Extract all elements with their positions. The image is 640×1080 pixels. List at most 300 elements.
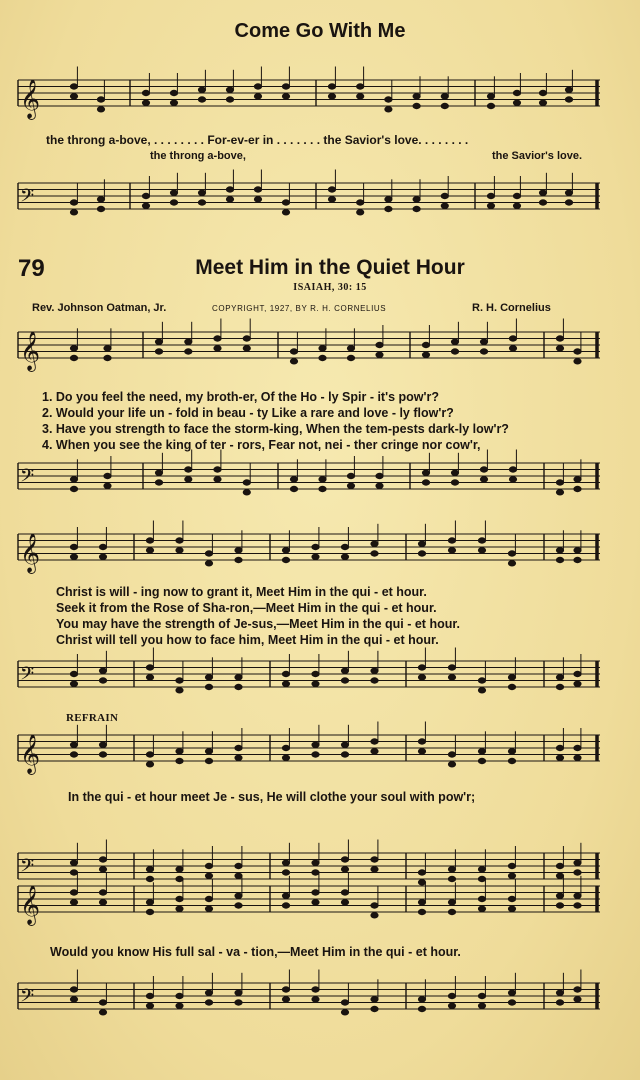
note-head bbox=[235, 903, 242, 908]
note-head bbox=[341, 900, 348, 905]
note-head bbox=[509, 467, 516, 472]
note-head bbox=[539, 100, 546, 105]
note-head bbox=[155, 470, 162, 475]
note-head bbox=[176, 749, 183, 754]
verse-2-line-1: 2. Would your life un - fold in beau - ty Like a rare and love - ly flow'r? bbox=[42, 406, 454, 420]
note-head bbox=[254, 187, 261, 192]
note-head bbox=[418, 541, 425, 546]
note-head bbox=[243, 346, 250, 351]
note-head bbox=[70, 554, 77, 559]
note-head bbox=[146, 909, 153, 914]
note-head bbox=[198, 200, 205, 205]
note-head bbox=[290, 359, 297, 364]
note-head bbox=[70, 870, 77, 875]
note-head bbox=[478, 993, 485, 998]
note-head bbox=[347, 483, 354, 488]
note-head bbox=[235, 873, 242, 878]
note-head bbox=[146, 993, 153, 998]
note-head bbox=[508, 906, 515, 911]
note-head bbox=[214, 477, 221, 482]
note-head bbox=[312, 987, 319, 992]
note-head bbox=[243, 480, 250, 485]
note-head bbox=[312, 681, 319, 686]
note-head bbox=[556, 893, 563, 898]
note-head bbox=[176, 678, 183, 683]
note-head bbox=[205, 684, 212, 689]
note-head bbox=[170, 190, 177, 195]
note-head bbox=[448, 675, 455, 680]
note-head bbox=[282, 870, 289, 875]
note-head bbox=[235, 675, 242, 680]
note-head bbox=[574, 557, 581, 562]
scripture-reference bbox=[0, 282, 640, 293]
note-head bbox=[418, 880, 425, 885]
note-head bbox=[480, 339, 487, 344]
note-head bbox=[556, 755, 563, 760]
note-head bbox=[70, 900, 77, 905]
note-head bbox=[226, 197, 233, 202]
note-head bbox=[235, 1000, 242, 1005]
note-head bbox=[70, 671, 77, 676]
note-head bbox=[146, 752, 153, 757]
lyricist: Rev. Johnson Oatman, Jr. bbox=[32, 302, 167, 314]
bass-clef-icon: 𝄢 bbox=[20, 856, 35, 881]
note-head bbox=[176, 896, 183, 901]
note-head bbox=[385, 97, 392, 102]
note-head bbox=[574, 903, 581, 908]
note-head bbox=[448, 762, 455, 767]
note-head bbox=[155, 480, 162, 485]
note-head bbox=[170, 200, 177, 205]
note-head bbox=[205, 896, 212, 901]
note-head bbox=[480, 477, 487, 482]
note-head bbox=[413, 94, 420, 99]
note-head bbox=[371, 749, 378, 754]
note-head bbox=[371, 541, 378, 546]
note-head bbox=[146, 548, 153, 553]
verse-2-line-2: Seek it from the Rose of Sha-ron,—Meet Him in the qui - et hour. bbox=[56, 601, 437, 615]
treble-clef-icon: 𝄞 bbox=[20, 885, 41, 925]
note-head bbox=[508, 863, 515, 868]
note-head bbox=[451, 470, 458, 475]
note-head bbox=[99, 867, 106, 872]
note-head bbox=[290, 486, 297, 491]
note-head bbox=[205, 1000, 212, 1005]
note-head bbox=[413, 197, 420, 202]
note-head bbox=[418, 1006, 425, 1011]
note-head bbox=[205, 675, 212, 680]
note-head bbox=[565, 200, 572, 205]
note-head bbox=[508, 896, 515, 901]
note-head bbox=[448, 548, 455, 553]
note-head bbox=[418, 997, 425, 1002]
note-head bbox=[282, 745, 289, 750]
note-head bbox=[371, 739, 378, 744]
note-head bbox=[282, 755, 289, 760]
note-head bbox=[282, 84, 289, 89]
note-head bbox=[341, 857, 348, 862]
note-head bbox=[282, 671, 289, 676]
note-head bbox=[357, 200, 364, 205]
note-head bbox=[508, 758, 515, 763]
note-head bbox=[312, 554, 319, 559]
note-head bbox=[418, 739, 425, 744]
note-head bbox=[235, 745, 242, 750]
note-head bbox=[176, 688, 183, 693]
note-head bbox=[574, 486, 581, 491]
note-head bbox=[341, 554, 348, 559]
note-head bbox=[480, 349, 487, 354]
note-head bbox=[422, 352, 429, 357]
note-head bbox=[146, 665, 153, 670]
note-head bbox=[312, 671, 319, 676]
note-head bbox=[235, 990, 242, 995]
note-head bbox=[214, 346, 221, 351]
note-head bbox=[205, 561, 212, 566]
note-head bbox=[574, 681, 581, 686]
note-head bbox=[70, 355, 77, 360]
note-head bbox=[487, 203, 494, 208]
note-head bbox=[418, 551, 425, 556]
note-head bbox=[508, 561, 515, 566]
note-head bbox=[478, 548, 485, 553]
note-head bbox=[441, 94, 448, 99]
note-head bbox=[448, 867, 455, 872]
note-head bbox=[418, 749, 425, 754]
note-head bbox=[478, 758, 485, 763]
note-head bbox=[556, 548, 563, 553]
note-head bbox=[70, 486, 77, 491]
note-head bbox=[341, 668, 348, 673]
note-head bbox=[170, 90, 177, 95]
note-head bbox=[312, 900, 319, 905]
note-head bbox=[99, 742, 106, 747]
note-head bbox=[448, 665, 455, 670]
note-head bbox=[155, 349, 162, 354]
note-head bbox=[254, 197, 261, 202]
note-head bbox=[448, 909, 455, 914]
note-head bbox=[509, 336, 516, 341]
note-head bbox=[341, 742, 348, 747]
note-head bbox=[385, 197, 392, 202]
note-head bbox=[508, 684, 515, 689]
note-head bbox=[418, 675, 425, 680]
note-head bbox=[312, 742, 319, 747]
note-head bbox=[451, 349, 458, 354]
note-head bbox=[282, 860, 289, 865]
note-head bbox=[556, 490, 563, 495]
note-head bbox=[451, 480, 458, 485]
note-head bbox=[104, 346, 111, 351]
note-head bbox=[371, 903, 378, 908]
note-head bbox=[341, 544, 348, 549]
note-head bbox=[70, 84, 77, 89]
note-head bbox=[371, 668, 378, 673]
note-head bbox=[97, 97, 104, 102]
note-head bbox=[205, 863, 212, 868]
note-head bbox=[290, 477, 297, 482]
note-head bbox=[565, 190, 572, 195]
note-head bbox=[205, 906, 212, 911]
top-hymn-lyric: the throng a-bove, . . . . . . . . For-ev-er in . . . . . . . the Savior's love. . . . . . . . bbox=[46, 133, 469, 147]
note-head bbox=[70, 544, 77, 549]
note-head bbox=[376, 473, 383, 478]
bass-clef-icon: 𝄢 bbox=[20, 186, 35, 211]
verse-4-line-1: 4. When you see the king of ter - rors, Fear not, nei - ther cringe nor cow'r, bbox=[42, 438, 481, 452]
copyright-notice: COPYRIGHT, 1927, BY R. H. CORNELIUS bbox=[212, 304, 387, 313]
note-head bbox=[448, 752, 455, 757]
note-head bbox=[282, 987, 289, 992]
note-head bbox=[371, 913, 378, 918]
top-hymn-echo-2: the Savior's love. bbox=[492, 150, 583, 162]
note-head bbox=[478, 906, 485, 911]
note-head bbox=[556, 675, 563, 680]
note-head bbox=[319, 346, 326, 351]
note-head bbox=[509, 346, 516, 351]
note-head bbox=[176, 867, 183, 872]
note-head bbox=[312, 544, 319, 549]
note-head bbox=[99, 857, 106, 862]
note-head bbox=[70, 681, 77, 686]
note-head bbox=[441, 203, 448, 208]
note-head bbox=[176, 1003, 183, 1008]
note-head bbox=[556, 903, 563, 908]
note-head bbox=[185, 477, 192, 482]
note-head bbox=[574, 477, 581, 482]
note-head bbox=[574, 349, 581, 354]
note-head bbox=[448, 876, 455, 881]
note-head bbox=[478, 678, 485, 683]
note-head bbox=[556, 684, 563, 689]
note-head bbox=[371, 857, 378, 862]
note-head bbox=[376, 352, 383, 357]
note-head bbox=[170, 100, 177, 105]
note-head bbox=[146, 876, 153, 881]
note-head bbox=[574, 548, 581, 553]
note-head bbox=[347, 355, 354, 360]
note-head bbox=[508, 675, 515, 680]
note-head bbox=[357, 84, 364, 89]
note-head bbox=[328, 197, 335, 202]
note-head bbox=[214, 336, 221, 341]
note-head bbox=[508, 551, 515, 556]
refrain-line-1: In the qui - et hour meet Je - sus, He will clothe your soul with pow'r; bbox=[68, 790, 476, 804]
note-head bbox=[565, 87, 572, 92]
note-head bbox=[371, 678, 378, 683]
note-head bbox=[371, 867, 378, 872]
note-head bbox=[205, 758, 212, 763]
note-head bbox=[478, 538, 485, 543]
note-head bbox=[556, 336, 563, 341]
note-head bbox=[176, 538, 183, 543]
note-head bbox=[385, 206, 392, 211]
refrain-label-text: REFRAIN bbox=[66, 712, 119, 724]
note-head bbox=[99, 668, 106, 673]
note-head bbox=[185, 467, 192, 472]
note-head bbox=[198, 87, 205, 92]
note-head bbox=[556, 745, 563, 750]
note-head bbox=[508, 873, 515, 878]
note-head bbox=[565, 97, 572, 102]
composer: R. H. Cornelius bbox=[472, 302, 551, 314]
note-head bbox=[282, 903, 289, 908]
note-head bbox=[556, 990, 563, 995]
note-head bbox=[418, 665, 425, 670]
note-head bbox=[312, 890, 319, 895]
note-head bbox=[341, 678, 348, 683]
note-head bbox=[70, 890, 77, 895]
note-head bbox=[176, 548, 183, 553]
note-head bbox=[371, 551, 378, 556]
note-head bbox=[513, 193, 520, 198]
note-head bbox=[235, 548, 242, 553]
note-head bbox=[478, 876, 485, 881]
note-head bbox=[418, 900, 425, 905]
note-head bbox=[312, 860, 319, 865]
note-head bbox=[243, 490, 250, 495]
note-head bbox=[480, 467, 487, 472]
note-head bbox=[478, 1003, 485, 1008]
note-head bbox=[328, 94, 335, 99]
note-head bbox=[142, 100, 149, 105]
note-head bbox=[574, 997, 581, 1002]
hymn-number: 79 bbox=[18, 255, 45, 282]
note-head bbox=[441, 103, 448, 108]
note-head bbox=[574, 860, 581, 865]
note-head bbox=[155, 339, 162, 344]
note-head bbox=[478, 896, 485, 901]
note-head bbox=[556, 346, 563, 351]
note-head bbox=[97, 107, 104, 112]
note-head bbox=[347, 346, 354, 351]
note-head bbox=[70, 752, 77, 757]
note-head bbox=[146, 900, 153, 905]
note-head bbox=[509, 477, 516, 482]
note-head bbox=[198, 190, 205, 195]
note-head bbox=[513, 90, 520, 95]
note-head bbox=[282, 210, 289, 215]
note-head bbox=[226, 187, 233, 192]
note-head bbox=[376, 483, 383, 488]
note-head bbox=[235, 863, 242, 868]
note-head bbox=[508, 990, 515, 995]
note-head bbox=[99, 1010, 106, 1015]
treble-clef-icon: 𝄞 bbox=[20, 331, 41, 371]
note-head bbox=[142, 90, 149, 95]
note-head bbox=[574, 987, 581, 992]
note-head bbox=[243, 336, 250, 341]
note-head bbox=[146, 867, 153, 872]
note-head bbox=[99, 890, 106, 895]
note-head bbox=[422, 470, 429, 475]
note-head bbox=[539, 190, 546, 195]
note-head bbox=[70, 94, 77, 99]
note-head bbox=[508, 749, 515, 754]
note-head bbox=[312, 752, 319, 757]
refrain-line-2: Would you know His full sal - va - tion,—Meet Him in the qui - et hour. bbox=[50, 945, 461, 959]
note-head bbox=[205, 873, 212, 878]
note-head bbox=[176, 906, 183, 911]
note-head bbox=[413, 206, 420, 211]
note-head bbox=[357, 210, 364, 215]
note-head bbox=[104, 473, 111, 478]
note-head bbox=[478, 688, 485, 693]
note-head bbox=[185, 339, 192, 344]
note-head bbox=[104, 483, 111, 488]
note-head bbox=[574, 745, 581, 750]
note-head bbox=[487, 94, 494, 99]
note-head bbox=[513, 203, 520, 208]
note-head bbox=[185, 349, 192, 354]
note-head bbox=[146, 1003, 153, 1008]
verse-1-line-2: Christ is will - ing now to grant it, Meet Him in the qui - et hour. bbox=[56, 585, 427, 599]
note-head bbox=[478, 749, 485, 754]
top-hymn-title: Come Go With Me bbox=[234, 20, 406, 42]
note-head bbox=[290, 349, 297, 354]
note-head bbox=[556, 1000, 563, 1005]
note-head bbox=[422, 480, 429, 485]
note-head bbox=[513, 100, 520, 105]
note-head bbox=[235, 557, 242, 562]
note-head bbox=[418, 870, 425, 875]
note-head bbox=[198, 97, 205, 102]
note-head bbox=[357, 94, 364, 99]
note-head bbox=[99, 752, 106, 757]
note-head bbox=[282, 893, 289, 898]
note-head bbox=[385, 107, 392, 112]
bass-clef-icon: 𝄢 bbox=[20, 664, 35, 689]
note-head bbox=[341, 867, 348, 872]
note-head bbox=[574, 893, 581, 898]
note-head bbox=[341, 890, 348, 895]
note-head bbox=[413, 103, 420, 108]
note-head bbox=[319, 477, 326, 482]
verse-3-line-2: You may have the strength of Je-sus,—Meet Him in the qui - et hour. bbox=[56, 617, 460, 631]
note-head bbox=[176, 876, 183, 881]
note-head bbox=[176, 993, 183, 998]
note-head bbox=[574, 359, 581, 364]
note-head bbox=[371, 997, 378, 1002]
note-head bbox=[214, 467, 221, 472]
note-head bbox=[312, 870, 319, 875]
note-head bbox=[376, 342, 383, 347]
hymn-title: Meet Him in the Quiet Hour bbox=[195, 256, 465, 279]
note-head bbox=[70, 200, 77, 205]
note-head bbox=[70, 346, 77, 351]
note-head bbox=[205, 551, 212, 556]
note-head bbox=[574, 755, 581, 760]
note-head bbox=[70, 210, 77, 215]
note-head bbox=[371, 1006, 378, 1011]
note-head bbox=[226, 97, 233, 102]
note-head bbox=[142, 203, 149, 208]
note-head bbox=[146, 675, 153, 680]
note-head bbox=[448, 538, 455, 543]
note-head bbox=[282, 548, 289, 553]
note-head bbox=[176, 758, 183, 763]
note-head bbox=[97, 206, 104, 211]
note-head bbox=[574, 870, 581, 875]
note-head bbox=[539, 200, 546, 205]
note-head bbox=[448, 900, 455, 905]
note-head bbox=[556, 557, 563, 562]
note-head bbox=[539, 90, 546, 95]
note-head bbox=[451, 339, 458, 344]
bass-clef-icon: 𝄢 bbox=[20, 466, 35, 491]
verse-1-line-1: 1. Do you feel the need, my broth-er, Of the Ho - ly Spir - it's pow'r? bbox=[42, 390, 439, 404]
note-head bbox=[99, 554, 106, 559]
note-head bbox=[347, 473, 354, 478]
